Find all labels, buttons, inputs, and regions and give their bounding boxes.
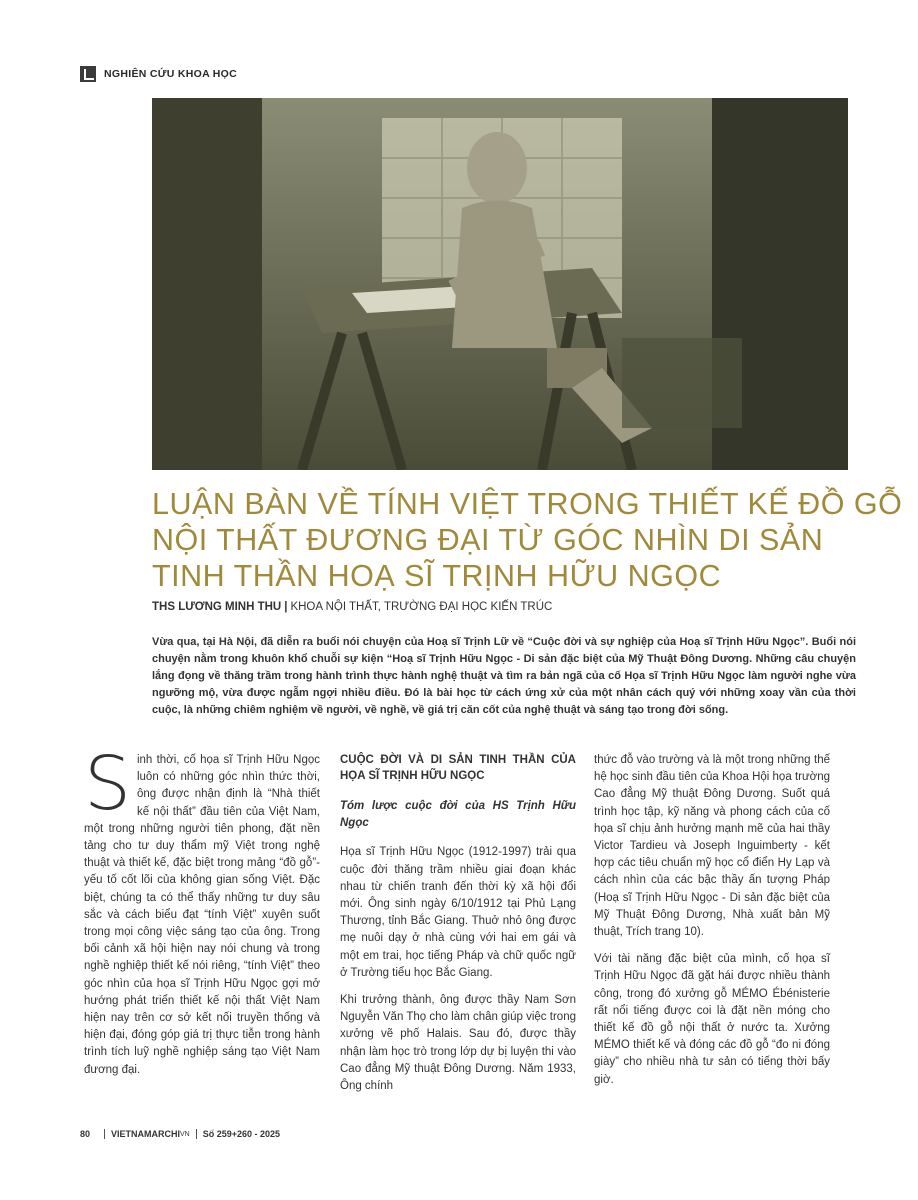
body-paragraph: Khi trưởng thành, ông được thầy Nam Sơn Nguyễn Văn Thọ cho làm chân giúp việc trong xưởng vẽ phố Halais. Sau đó, được thầy nhận làm học trò trong lớp dự bị luyện thi vào Cao đẳng Mỹ thuật Đông Dương. Năm 1933, Ông chính [340,994,576,1093]
section-heading: CUỘC ĐỜI VÀ DI SẢN TINH THẦN CỦA HỌA SĨ TRỊNH HỮU NGỌC [340,754,576,782]
page-number: 80 [80,1129,91,1139]
body-paragraph: inh thời, cố họa sĩ Trịnh Hữu Ngọc luôn có những góc nhìn thức thời, ông được nhận định là “Nhà thiết kế nội thất” đầu tiên của Việt Nam, một trong những người tiên phong, đặt nền tảng cho tư duy thẩm mỹ Việt trong nghệ thuật và thiết kế, đặc biệt trong mảng “đồ gỗ”- yếu tố cốt lõi của không gian sống Việt. Đặc biệt, chúng ta có thể thấy những tư duy sâu sắc và cách biểu đạt “tính Việt” xuyên suốt trong mọi công việc sáng tạo của ông. Trong bối cảnh xã hội hiện nay nói chung và trong nghề nghiệp thiết kế nói riêng, “tính Việt” theo góc nhìn của họa sĩ Trịnh Hữu Ngọc gợi mở hướng phát triển thiết kế nội thất Việt Nam hiện nay trên cơ sở kết nối truyền thống và hiện đại, đóng góp giá trị thực tiễn trong hành trình tích luỹ nghề nghiệp sáng tạo Việt Nam đương đại. [84,754,320,1076]
body-paragraph: thức đỗ vào trường và là một trong những thế hệ học sinh đầu tiên của Khoa Hội họa trường Cao đẳng Mỹ thuật Đông Dương. Suốt quá trình học tập, kỹ năng và phong cách của cố họa sĩ chịu ảnh hưởng mạnh mẽ của hai thầy Victor Tardieu và Joseph Inguimberty - kết hợp các tiêu chuẩn mỹ học cổ điển Hy Lạp và cách nhìn của các bậc thầy ấn tượng Pháp (Hoạ sĩ Trịnh Hữu Ngọc - Di sản đặc biệt của Mỹ Thuật Đông Dương, Nhà xuất bản Mỹ thuật, Trích trang 10). [594,754,830,939]
article-abstract: Vừa qua, tại Hà Nội, đã diễn ra buổi nói chuyện của Hoạ sĩ Trịnh Lữ về “Cuộc đời và sự nghiệp của Hoạ sĩ Trịnh Hữu Ngọc”. Buổi nói chuyện nằm trong khuôn khổ chuỗi sự kiện “Hoạ sĩ Trịnh Hữu Ngọc - Di sản đặc biệt của Mỹ Thuật Đông Dương. Những câu chuyện lắng đọng về thăng trầm trong hành trình thực hành nghệ thuật và tìm ra bản ngã của cố Họa sĩ Trịnh Hữu Ngọc làm người nghe vừa ngưỡng mộ, vừa được ngẫm ngợi nhiều điều. Đó là bài học từ cách ứng xử của một nhân cách quý với những xoay vần của thời cuộc, là những chiêm nghiệm về người, về nghề, về giá trị căn cốt của nghệ thuật và sáng tạo trong đời sống. [152,636,856,716]
issue-number: Số 259+260 - 2025 [202,1129,281,1139]
author-affiliation: KHOA NỘI THẤT, TRƯỜNG ĐẠI HỌC KIẾN TRÚC [290,601,553,613]
title-line: TINH THẦN HOẠ SĨ TRỊNH HỮU NGỌC [152,559,722,593]
body-column-2 [340,752,576,1105]
byline-separator: | [284,601,288,613]
title-line: LUẬN BÀN VỀ TÍNH VIỆT TRONG THIẾT KẾ ĐỒ GỖ [152,487,903,521]
body-paragraph: Họa sĩ Trịnh Hữu Ngọc (1912-1997) trải qua cuộc đời thăng trầm nhiều giai đoạn khác nhau từ chiến tranh đến thời kỳ xã hội đổi mới. Ông sinh ngày 6/10/1912 tại Phủ Lạng Thương, tỉnh Bắc Giang. Thuở nhỏ ông được mẹ nuôi dạy ở nhà cùng với hai em gái và một em trai, học tiếng Pháp và chữ quốc ngữ ở Trường tiểu học Bắc Giang. [340,846,576,979]
page-footer [80,1129,280,1139]
magazine-name: VIETNAMARCHI [111,1129,181,1139]
body-column-3 [594,752,830,1099]
author-name: THS LƯƠNG MINH THU [152,601,282,613]
body-column-1 [84,741,320,1079]
footer-divider [196,1129,197,1139]
section-label: NGHIÊN CỨU KHOA HỌC [104,68,238,80]
footer-divider [104,1129,105,1139]
magazine-suffix: VN [180,1130,190,1138]
body-paragraph: Với tài năng đặc biệt của mình, cố họa sĩ Trịnh Hữu Ngọc đã gặt hái được nhiều thành công, trong đó xưởng gỗ MÉMO Ébénisterie rất nổi tiếng được coi là đặt nền móng cho thiết kế đồ gỗ nội thất ở nước ta. Xưởng MÉMO thiết kế và đóng các đồ gỗ “đo ni đóng giày” cho nhiều nhà tư sản có tiếng thời bấy giờ. [594,953,830,1086]
section-header [80,64,237,84]
subheading: Tóm lược cuộc đời của HS Trịnh Hữu Ngọc [340,800,576,830]
hero-photo [152,98,848,470]
article-title [152,486,903,594]
drop-cap: S [84,741,131,827]
title-line: NỘI THẤT ĐƯƠNG ĐẠI TỪ GÓC NHÌN DI SẢN [152,523,824,557]
magazine-logo-icon [80,66,96,82]
byline [152,601,552,613]
